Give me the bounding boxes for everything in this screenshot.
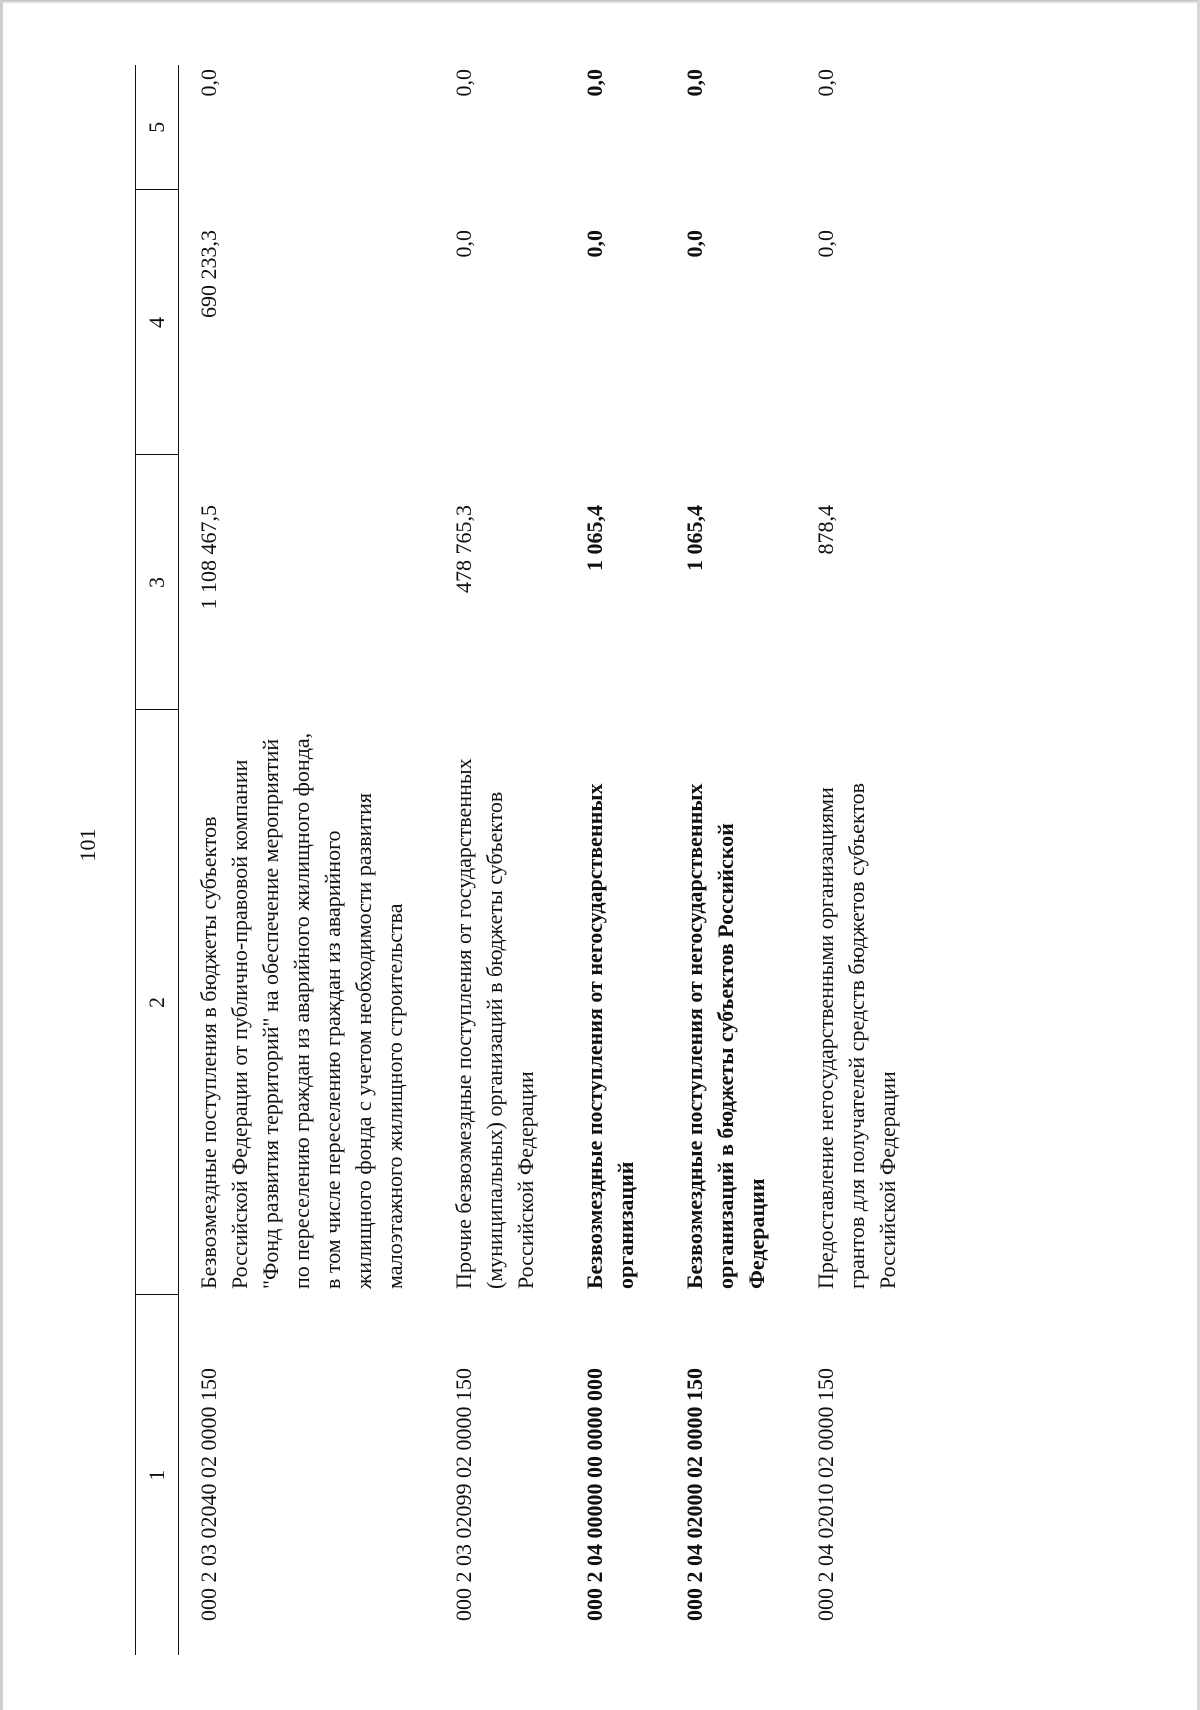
document-page	[75, 55, 1135, 1655]
amount-col4-cell: 0,0	[813, 230, 838, 258]
amount-col4-cell: 0,0	[451, 230, 476, 258]
budget-code-cell: 000 2 03 02040 02 0000 150	[196, 1368, 221, 1621]
amount-col5-cell: 0,0	[451, 69, 476, 97]
table-wrapper	[135, 65, 927, 1655]
scan-edge-top	[0, 0, 1200, 4]
table-row	[796, 65, 927, 1655]
column-header-1: 1	[136, 1295, 179, 1655]
page-number: 101	[75, 828, 100, 862]
amount-col3-cell: 478 765,3	[451, 505, 476, 593]
budget-code-cell: 000 2 04 00000 00 0000 000	[582, 1368, 607, 1621]
table-row	[665, 65, 796, 1655]
revenue-name-cell: Безвозмездные поступления в бюджеты субъектов Российской Федерации от публично-правовой компании "Фонд развития территорий" на обеспечение мероприятий по переселению граждан из аварийного жилищного фонда, в том числе переселению граждан из аварийного жилищного фонда с учетом необходимости развития малоэтажного жилищного строительства	[196, 732, 407, 1289]
column-header-3: 3	[136, 455, 179, 710]
column-header-5: 5	[136, 65, 179, 190]
column-header-4: 4	[136, 190, 179, 455]
budget-code-cell: 000 2 03 02099 02 0000 150	[451, 1368, 476, 1621]
amount-col3-cell: 878,4	[813, 505, 838, 555]
scan-edge-left	[0, 0, 3, 1710]
amount-col5-cell: 0,0	[682, 69, 707, 97]
amount-col5-cell: 0,0	[582, 69, 607, 97]
amount-col5-cell: 0,0	[813, 69, 838, 97]
revenue-name-cell: Безвозмездные поступления от негосударственных организаций	[582, 783, 638, 1289]
table-row	[565, 65, 665, 1655]
budget-revenue-table	[135, 65, 927, 1655]
table-row	[179, 65, 435, 1655]
amount-col3-cell: 1 108 467,5	[196, 505, 221, 610]
amount-col4-cell: 0,0	[682, 230, 707, 258]
amount-col4-cell: 0,0	[582, 230, 607, 258]
amount-col5-cell: 0,0	[196, 69, 221, 97]
amount-col3-cell: 1 065,4	[582, 505, 607, 571]
table-header-row	[136, 65, 179, 1655]
column-header-2: 2	[136, 710, 179, 1295]
table-row	[434, 65, 565, 1655]
budget-code-cell: 000 2 04 02010 02 0000 150	[813, 1368, 838, 1621]
revenue-name-cell: Предоставление негосударственными организациями грантов для получателей средств бюджетов субъектов Российской Федерации	[813, 782, 900, 1289]
amount-col4-cell: 690 233,3	[196, 230, 221, 318]
revenue-name-cell: Прочие безвозмездные поступления от государственных (муниципальных) организаций в бюджеты субъектов Российской Федерации	[451, 758, 538, 1289]
budget-code-cell: 000 2 04 02000 02 0000 150	[682, 1368, 707, 1621]
amount-col3-cell: 1 065,4	[682, 505, 707, 571]
revenue-name-cell: Безвозмездные поступления от негосударственных организаций в бюджеты субъектов Российской Федерации	[682, 783, 769, 1289]
